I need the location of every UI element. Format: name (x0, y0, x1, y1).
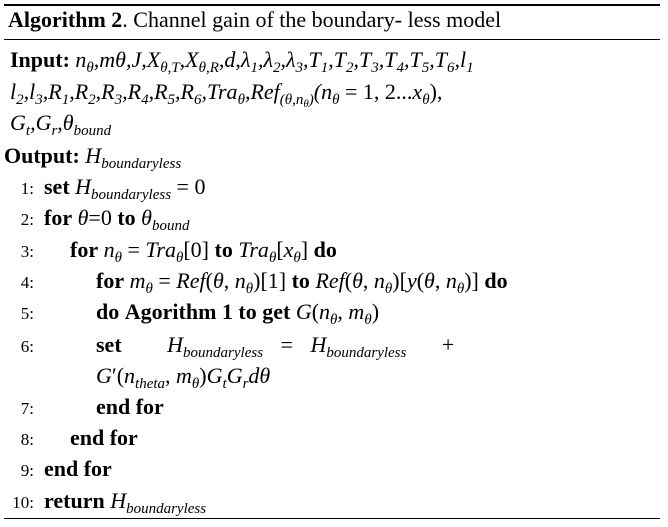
step-keyword: return (44, 488, 105, 513)
input-params-3: $G_t,G_r,\theta_{bound}$ (10, 110, 112, 139)
step-keyword: set (44, 174, 70, 199)
output-line (4, 143, 181, 177)
step-10: 10: return $H_{boundaryless}$ (4, 488, 206, 522)
step-5: 5: do Agorithm 1 to get $G(n_\theta$, $m_\theta$) (4, 299, 379, 333)
step-9 (4, 456, 112, 484)
step-number: 9: (20, 461, 34, 480)
algorithm-block (4, 4, 660, 520)
algorithm-title: Channel gain of the boundary- less model (133, 7, 502, 32)
step-8 (4, 425, 138, 453)
input-label: Input: (10, 47, 70, 72)
step-number: 1: (20, 179, 34, 198)
algorithm-label: Algorithm 2 (8, 7, 123, 32)
step-keyword: for (70, 237, 99, 262)
step-keyword: for (44, 205, 73, 230)
step-number: 6: (20, 337, 34, 356)
input-line-3 (10, 110, 111, 144)
step-4: 4: for $m_\theta = Ref(\theta$, $n_\theta)[1]$ to Ref(θ, $n_\theta)[y(\theta$, $n_\theta$)] do (4, 268, 508, 302)
step-6-continued: $G'(n_{theta}$, $m_\theta)G_tG_rd\theta$ (96, 363, 271, 392)
step-keyword: for (96, 268, 125, 293)
step-2: 2: for θ=0 to $\theta_{bound}$ (4, 205, 189, 239)
output-label: Output: (4, 143, 80, 168)
bottom-rule (4, 518, 660, 519)
step-3: 3: for $n_\theta = Tra_\theta[0]$ to $Tra_\theta[x_\theta]$ do (4, 237, 337, 271)
step-keyword: end for (70, 425, 138, 450)
step-keyword: do (96, 299, 120, 324)
step-keyword: end for (96, 394, 164, 419)
step-number: 7: (20, 399, 34, 418)
step-keyword: end for (44, 456, 112, 481)
top-rule (4, 4, 660, 6)
input-params-1: $n_\theta,m\theta,J,X_{\theta,T},X_{\theta,R},d,\lambda_1,\lambda_2,\lambda_3,T_1,T_2,T_3,T_4,T_5,T_6,l_1$ (75, 47, 474, 76)
step-number: 8: (20, 430, 34, 449)
algorithm-caption: Algorithm 2. Channel gain of the boundary- less model (8, 7, 502, 32)
step-6: 6: set $H_{boundaryless} = H_{boundaryless}$ + (4, 332, 454, 366)
step-number: 10: (12, 493, 34, 512)
input-params-2: $l_2,l_3,R_1,R_2,R_3,R_4,R_5,R_6,Tra_\theta,Ref_{(\theta,n_\theta)}(n_\theta$ (10, 79, 340, 110)
step-7 (4, 394, 164, 422)
step-keyword: set (96, 332, 122, 357)
input-line-1 (10, 47, 474, 81)
input-line-2: $l_2,l_3,R_1,R_2,R_3,R_4,R_5,R_6,Tra_\theta,Ref_{(\theta,n_\theta)}(n_\theta = 1$, $2...x_\theta$), (10, 79, 443, 110)
step-number: 3: (20, 242, 34, 261)
step-number: 2: (20, 210, 34, 229)
step-number: 5: (20, 304, 34, 323)
output-value: $H_{boundaryless}$ (85, 143, 182, 172)
caption-rule (4, 39, 660, 40)
step-1: 1: set $H_{boundaryless} = 0$ (4, 174, 205, 208)
step-number: 4: (20, 273, 34, 292)
